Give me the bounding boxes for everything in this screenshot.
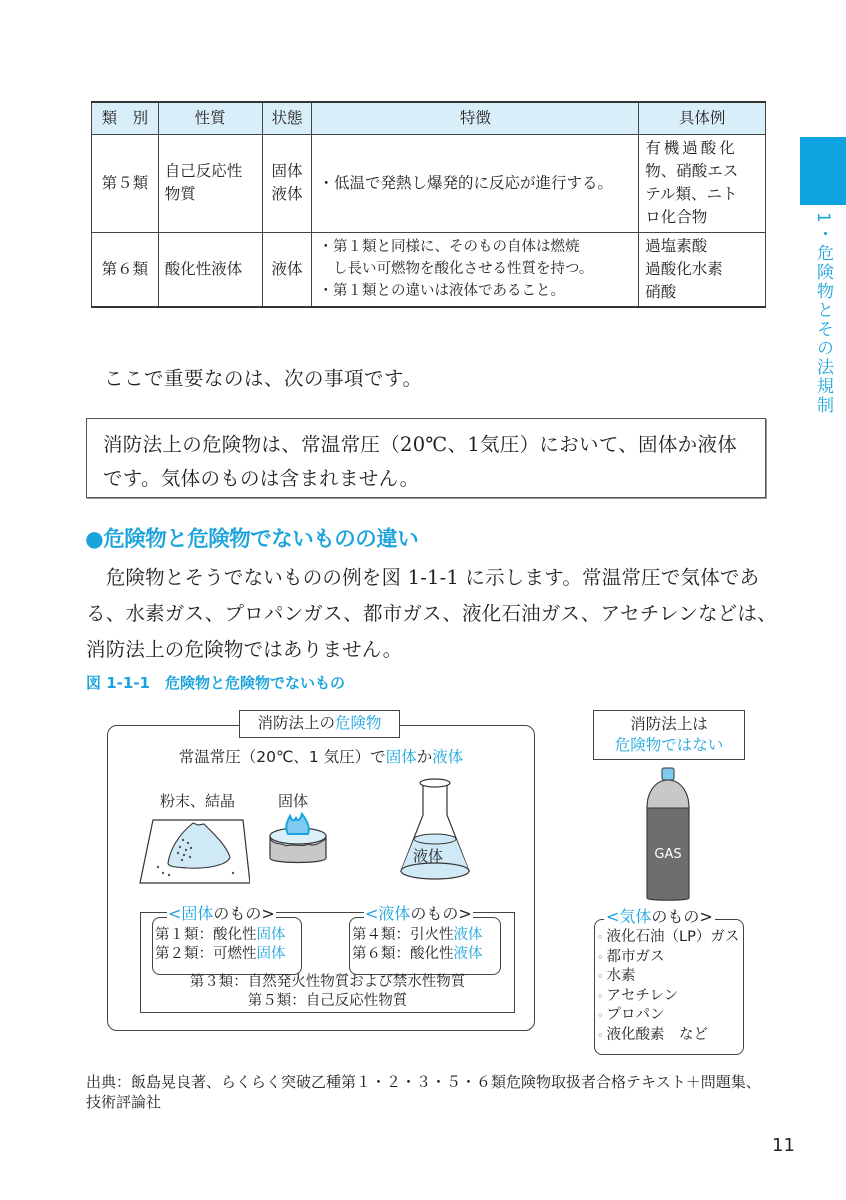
hazard-class-table — [91, 101, 766, 308]
flask-liquid-icon — [395, 775, 475, 883]
gas-group-title — [604, 908, 715, 926]
title-rest: のもの> — [213, 904, 275, 923]
title-line: 危険物ではない — [614, 736, 724, 754]
header-property: 性質 — [158, 102, 262, 134]
item-accent: 固体 — [256, 946, 286, 962]
liquid-group-item — [352, 945, 500, 964]
header-class: 類 別 — [92, 102, 159, 134]
cell-examples — [639, 232, 766, 307]
solid-group-title — [167, 905, 276, 923]
source-citation — [86, 1072, 806, 1112]
section-paragraph — [86, 560, 776, 668]
example-line: テル類、ニト — [645, 185, 738, 203]
title-rest: のもの> — [410, 904, 472, 923]
source-line: 技術評論社 — [86, 1093, 162, 1111]
chapter-tab-label: 1・危険物とその法規制 — [813, 212, 833, 415]
example-line: 硝酸 — [645, 282, 677, 301]
example-line: 物、硝酸エス — [645, 162, 739, 180]
title-accent: <液体 — [365, 904, 411, 923]
page-number: 11 — [772, 1135, 795, 1156]
example-line: ロ化合物 — [645, 208, 708, 226]
table-header-row — [92, 102, 766, 134]
example-line: 有機過酸化 — [645, 139, 738, 157]
item-accent: 液体 — [453, 946, 483, 962]
table-row — [92, 134, 766, 232]
paragraph-line: 消防法上の危険物ではありません。 — [86, 638, 403, 661]
key-point-line: 消防法上の危険物は、常温常圧（20℃、1気圧）において、固体か液体 — [103, 433, 738, 456]
powder-label: 粉末、結晶 — [160, 792, 236, 810]
section-heading: ●危険物と危険物でないものの違い — [85, 527, 419, 552]
other-classes — [140, 973, 515, 1011]
table-row — [92, 232, 766, 307]
title-prefix: 消防法上の — [257, 714, 335, 732]
liquid-group-item — [352, 926, 500, 945]
gas-item: ◦ 水素 — [597, 968, 636, 984]
title-accent: <固体 — [168, 904, 214, 923]
liquid-label: 液体 — [413, 847, 444, 865]
item-prefix: 第１類：酸化性 — [155, 927, 257, 943]
figure-caption: 図 1-1-1 危険物と危険物でないもの — [86, 674, 345, 692]
item-prefix: 第６類：酸化性 — [352, 946, 454, 962]
liquid-group-title — [364, 905, 473, 923]
gas-item: ◦ 液化酸素 など — [597, 1026, 708, 1043]
example-line: 過酸化水素 — [645, 259, 723, 278]
title-accent: <気体 — [606, 907, 652, 926]
cell-property — [158, 232, 262, 307]
hazardous-panel-title — [239, 710, 400, 738]
solid-group-box — [152, 917, 302, 975]
condition-liquid: 液体 — [432, 748, 464, 766]
solid-group-item — [155, 926, 301, 945]
key-point-line: です。気体のものは含まれません。 — [103, 467, 420, 490]
cell-class: 第６類 — [92, 232, 159, 307]
gas-group-box — [594, 919, 744, 1055]
other-class-line: 第５類：自己反応性物質 — [247, 993, 408, 1009]
key-point-box — [86, 418, 766, 498]
gas-item: ◦ プロパン — [597, 1007, 665, 1023]
condition-prefix: 常温常圧（20℃、1 気圧）で — [178, 748, 386, 766]
item-prefix: 第２類：可燃性 — [155, 946, 257, 962]
liquid-group-box — [349, 917, 501, 975]
state-line: 液体 — [271, 185, 303, 203]
state-line: 固体 — [271, 162, 303, 180]
property-line: 物質 — [164, 185, 196, 203]
condition-line — [107, 745, 535, 767]
powder-pile-icon — [138, 815, 250, 885]
gas-item: ◦ 液化石油（LP）ガス — [597, 929, 740, 945]
cylinder-label: GAS — [654, 847, 682, 862]
cell-state — [262, 134, 312, 232]
cell-examples — [639, 134, 766, 232]
chapter-tab-marker — [800, 137, 846, 205]
property-line: 酸化性液体 — [164, 259, 243, 278]
feature-line: ・第１類と同様に、そのもの自体は燃焼 — [318, 239, 580, 255]
non-hazardous-title — [593, 710, 745, 760]
property-line: 自己反応性 — [164, 162, 243, 180]
header-state: 状態 — [262, 102, 312, 134]
cell-property — [158, 134, 262, 232]
feature-line: ・低温で発熱し爆発的に反応が進行する。 — [318, 173, 613, 192]
solid-group-item — [155, 945, 301, 964]
gas-item: ◦ アセチレン — [597, 987, 679, 1004]
gas-item: ◦ 都市ガス — [597, 948, 665, 965]
feature-line: し長い可燃物を酸化させる性質を持つ。 — [318, 261, 594, 277]
cell-class: 第５類 — [92, 134, 159, 232]
solid-label: 固体 — [278, 792, 309, 810]
header-features: 特徴 — [312, 102, 639, 134]
source-line: 出典：飯島晃良著、らくらく突破乙種第１・２・３・５・６類危険物取扱者合格テキスト＋問題集、 — [86, 1073, 761, 1091]
item-accent: 液体 — [453, 927, 483, 943]
title-accent: 危険物 — [335, 714, 382, 732]
condition-solid: 固体 — [385, 748, 417, 766]
state-line: 液体 — [271, 259, 303, 278]
cell-features — [312, 134, 639, 232]
cell-features — [312, 232, 639, 307]
header-examples: 具体例 — [639, 102, 766, 134]
item-prefix: 第４類：引火性 — [352, 927, 454, 943]
condition-mid: か — [416, 748, 433, 766]
paragraph-line: 危険物とそうでないものの例を図 1-1-1 に示します。常温常圧で気体であ — [86, 566, 760, 589]
feature-line: ・第１類との違いは液体であること。 — [318, 283, 565, 299]
paragraph-line: る、水素ガス、プロパンガス、都市ガス、液化石油ガス、アセチレンなどは、 — [86, 602, 777, 625]
gas-cylinder-icon — [645, 766, 691, 902]
other-class-line: 第３類：自然発火性物質および禁水性物質 — [189, 974, 466, 990]
burning-solid-icon — [266, 812, 330, 868]
intro-text: ここで重要なのは、次の事項です。 — [104, 367, 423, 390]
title-line: 消防法上は — [630, 715, 708, 733]
example-line: 過塩素酸 — [645, 236, 708, 255]
title-rest: のもの> — [651, 907, 713, 926]
item-accent: 固体 — [256, 927, 286, 943]
cell-state — [262, 232, 312, 307]
